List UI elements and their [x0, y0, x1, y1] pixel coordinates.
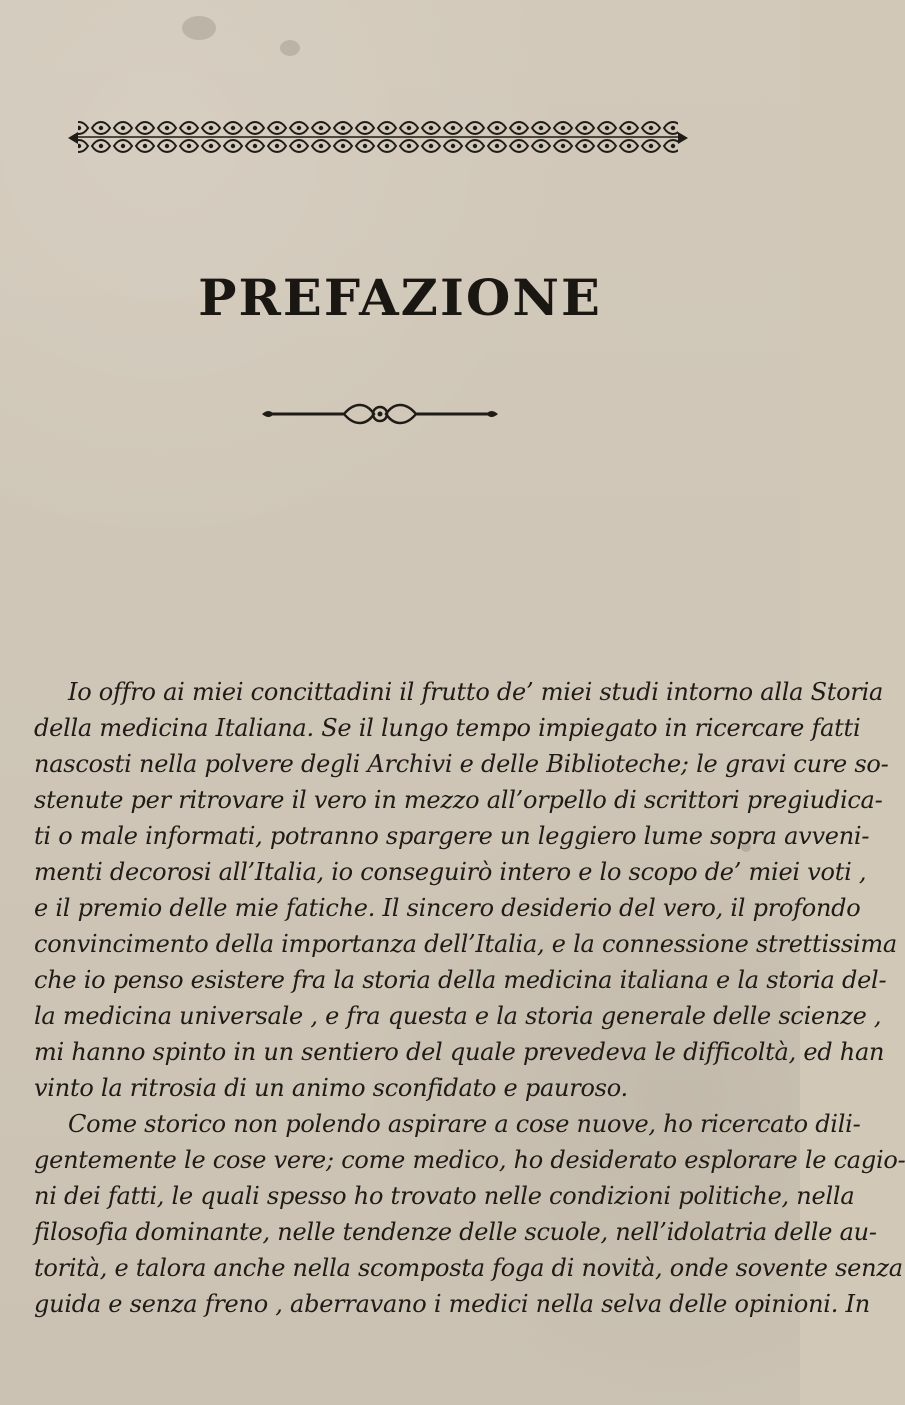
text-line: guida e senza freno , aberravano i medici nella selva delle opinioni. In [34, 1290, 870, 1318]
text-line: e il premio delle mie fatiche. Il sincero desiderio del vero, il profondo [34, 894, 861, 922]
section-divider [262, 394, 498, 428]
text-line: convincimento della importanza dell’Italia, e la connessione strettissima [34, 930, 897, 958]
text-line: la medicina universale , e fra questa e la storia generale delle scienze , [34, 1002, 882, 1030]
text-line: stenute per ritrovare il vero in mezzo all’orpello di scrittori pregiudica- [34, 786, 883, 814]
text-line: della medicina Italiana. Se il lungo tempo impiegato in ricercare fatti [34, 714, 861, 742]
text-line: menti decorosi all’Italia, io conseguirò intero e lo scopo de’ miei voti , [34, 858, 867, 886]
text-line: vinto la ritrosia di un animo sconfidato e pauroso. [34, 1074, 628, 1102]
text-line: gentemente le cose vere; come medico, ho desiderato esplorare le cagio- [34, 1146, 905, 1174]
text-line: torità, e talora anche nella scomposta foga di novità, onde sovente senza [34, 1254, 903, 1282]
text-line: ni dei fatti, le quali spesso ho trovato nelle condizioni politiche, nella [34, 1182, 855, 1210]
top-ornament [68, 118, 688, 156]
text-line: Io offro ai miei concittadini il frutto de’ miei studi intorno alla Storia [68, 678, 884, 706]
text-line: nascosti nella polvere degli Archivi e delle Biblioteche; le gravi cure so- [34, 750, 889, 778]
text-line: ti o male informati, potranno spargere un leggiero lume sopra avveni- [34, 822, 870, 850]
text-line: mi hanno spinto in un sentiero del quale prevedeva le difficoltà, ed han [34, 1038, 885, 1066]
paper-stain [280, 40, 300, 56]
preface-text [34, 674, 905, 1322]
text-line: Come storico non polendo aspirare a cose nuove, ho ricercato dili- [68, 1110, 861, 1138]
text-line: filosofia dominante, nelle tendenze delle scuole, nell’idolatria delle au- [34, 1218, 877, 1246]
page-title: PREFAZIONE [198, 268, 602, 327]
text-line: che io penso esistere fra la storia della medicina italiana e la storia del- [34, 966, 887, 994]
paper-stain [182, 16, 216, 40]
